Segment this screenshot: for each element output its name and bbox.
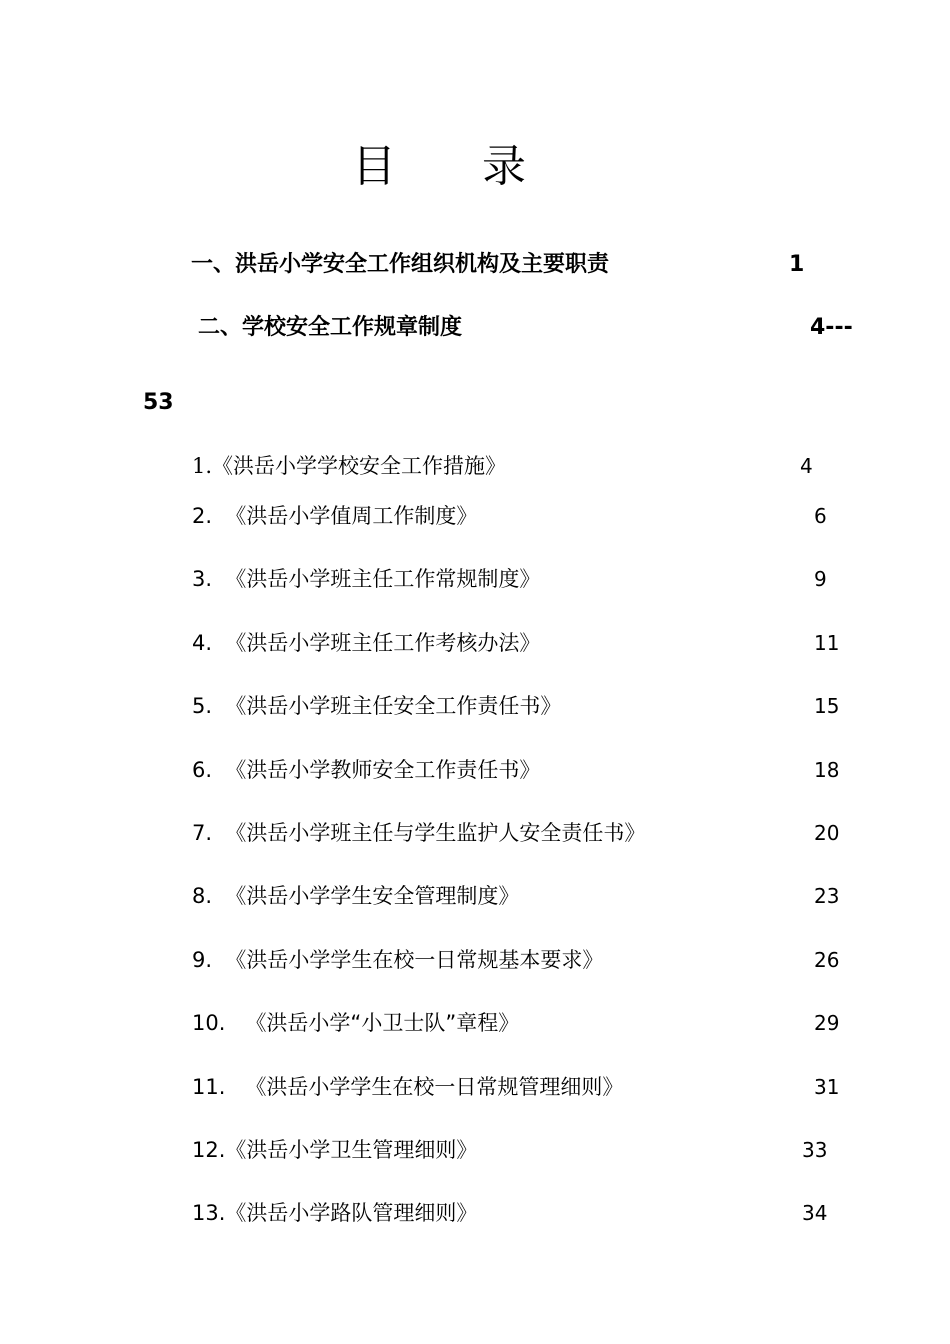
toc-entry <box>192 565 540 593</box>
toc-entry-number: 1. <box>192 454 213 478</box>
toc-entry <box>192 452 506 480</box>
toc-entry <box>192 1199 477 1227</box>
toc-section-2-label: 二、学校安全工作规章制度 <box>198 315 463 340</box>
toc-entry-title: 《洪岳小学学校安全工作措施》 <box>212 454 507 478</box>
toc-entry-page: 23 <box>814 884 840 908</box>
toc-entry-number: 8. <box>192 884 213 908</box>
toc-entry-number: 10. <box>192 1011 226 1035</box>
toc-entry-page: 26 <box>814 948 840 972</box>
toc-entry-page: 34 <box>802 1201 828 1225</box>
toc-entry <box>192 946 603 974</box>
toc-entry-number: 6. <box>192 758 213 782</box>
toc-entry-number: 3. <box>192 567 213 591</box>
toc-entry-page: 9 <box>814 567 827 591</box>
toc-entry-title: 《洪岳小学学生在校一日常规基本要求》 <box>225 948 604 972</box>
toc-entry-title: 《洪岳小学班主任工作考核办法》 <box>225 631 541 655</box>
toc-entry-title: 《洪岳小学班主任安全工作责任书》 <box>225 694 562 718</box>
toc-entry <box>192 502 477 530</box>
toc-entry-page: 29 <box>814 1011 840 1035</box>
toc-entry-number: 13. <box>192 1201 226 1225</box>
toc-entry-title: 《洪岳小学学生在校一日常规管理细则》 <box>245 1075 624 1099</box>
toc-entry-title: 《洪岳小学班主任与学生监护人安全责任书》 <box>225 821 646 845</box>
toc-entry-number: 7. <box>192 821 213 845</box>
toc-entry-page: 18 <box>814 758 840 782</box>
toc-entry-number: 9. <box>192 948 213 972</box>
toc-entry-number: 4. <box>192 631 213 655</box>
toc-entry-number: 11. <box>192 1075 226 1099</box>
toc-entry-page: 20 <box>814 821 840 845</box>
toc-entry-page: 15 <box>814 694 840 718</box>
toc-entry <box>192 819 645 847</box>
toc-entry <box>192 1073 623 1101</box>
toc-entry <box>192 756 540 784</box>
toc-entry-title: 《洪岳小学“小卫士队”章程》 <box>245 1011 520 1035</box>
toc-entry-title: 《洪岳小学学生安全管理制度》 <box>225 884 520 908</box>
toc-entry <box>192 882 519 910</box>
toc-section-1-page: 1 <box>789 252 805 277</box>
toc-entry-page: 33 <box>802 1138 828 1162</box>
toc-entry-page: 4 <box>800 454 813 478</box>
toc-entry-page: 6 <box>814 504 827 528</box>
toc-entry-page: 11 <box>814 631 840 655</box>
toc-section-1-label: 一、洪岳小学安全工作组织机构及主要职责 <box>191 252 610 277</box>
toc-section-2-page-start: 4--- <box>810 315 853 340</box>
toc-entry-number: 12. <box>192 1138 226 1162</box>
toc-entry <box>192 692 561 720</box>
toc-entry-title: 《洪岳小学教师安全工作责任书》 <box>225 758 541 782</box>
toc-entry-number: 5. <box>192 694 213 718</box>
page-title: 目录 <box>352 141 612 192</box>
toc-entry <box>192 1136 477 1164</box>
toc-entry-page: 31 <box>814 1075 840 1099</box>
toc-entry-title: 《洪岳小学路队管理细则》 <box>225 1201 478 1225</box>
toc-entry-title: 《洪岳小学卫生管理细则》 <box>225 1138 478 1162</box>
toc-entry-title: 《洪岳小学班主任工作常规制度》 <box>225 567 541 591</box>
toc-entry-title: 《洪岳小学值周工作制度》 <box>225 504 478 528</box>
toc-entry <box>192 629 540 657</box>
toc-entry-number: 2. <box>192 504 213 528</box>
toc-entry <box>192 1009 519 1037</box>
toc-section-2-page-end: 53 <box>143 390 174 415</box>
